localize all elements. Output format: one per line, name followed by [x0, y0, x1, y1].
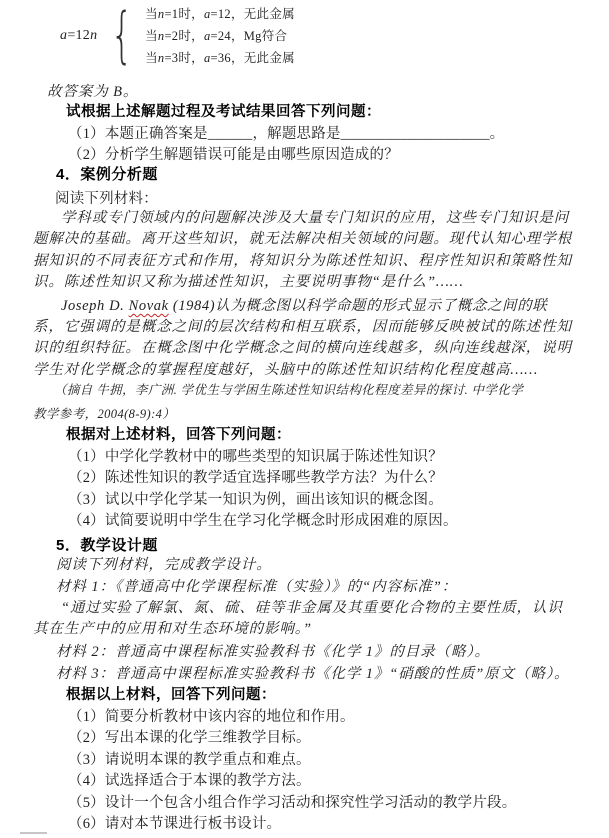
text-line: 学科或专门领域内的问题解决涉及大量专门知识的应用，这些专门知识是问 [61, 210, 570, 226]
text-line: 据知识的不同表征方式和作用，将知识分为陈述性知识、程序性知识和策略性知 [33, 252, 572, 269]
novak-line-after: (1984)认为概念图以科学命题的形式显示了概念之间的联 [168, 298, 548, 314]
section5-heading: 5．教学设计题 [56, 537, 158, 554]
text-line: （5）设计一个包含小组合作学习活动和探究性学习活动的教学片段。 [68, 794, 517, 811]
text-line: （1）中学化学教材中的哪些类型的知识属于陈述性知识？ [68, 449, 443, 465]
text-line: 学生对化学概念的掌握程度越好，头脑中的陈述性知识结构化程度越高…… [33, 361, 538, 378]
formula-cases [145, 3, 295, 69]
text-line: “通过实验了解氯、氮、硫、硅等非金属及其重要化合物的主要性质，认识 [61, 600, 563, 616]
text-line: （6）请对本节课进行板书设计。 [68, 816, 282, 833]
page-edge-mark [20, 832, 47, 834]
answer-statement: 故答案为 B。 [47, 84, 139, 100]
section4-heading: 4．案例分析题 [56, 166, 158, 183]
text-line: （2）陈述性知识的教学适宜选择哪些教学方法？为什么？ [68, 470, 443, 487]
novak-line-before: Joseph D. [61, 298, 129, 314]
section5-read-prompt: 阅读下列材料，完成教学设计。 [56, 557, 272, 573]
question3-items [68, 124, 609, 167]
section4-items [68, 447, 609, 533]
left-brace-glyph: { [111, 0, 134, 71]
text-line: （1）本题正确答案是______，解题思路是____________________。 [68, 126, 505, 142]
citation [33, 379, 585, 426]
section5-material3: 材料 3：普通高中课程标准实验教科书《化学 1》“硝酸的性质”原文（略）。 [56, 666, 570, 682]
text-line: （3）试以中学化学某一知识为例，画出该知识的概念图。 [68, 491, 443, 508]
formula-lhs: a=12n [60, 28, 98, 43]
section5-material2: 材料 2：普通高中课程标准实验教科书《化学 1》的目录（略）。 [56, 644, 490, 660]
text-line: 教学参考，2004(8-9):4） [33, 406, 176, 421]
text-line: 题解决的基础。离开这些知识，就无法解决相关领域的问题。现代认知心理学根 [33, 231, 572, 248]
text-line: （3）请说明本课的教学重点和难点。 [68, 751, 311, 768]
section5-qa-intro: 根据以上材料，回答下列问题： [66, 687, 276, 703]
text-line: 其在生产中的应用和对生态环境的影响。” [33, 621, 312, 638]
section4-material-paragraph1 [33, 208, 585, 293]
text-line: （2）分析学生解题错误可能是由哪些原因造成的？ [68, 147, 399, 164]
novak-paragraph-rest [33, 317, 585, 381]
text-line: （1）简要分析教材中该内容的地位和作用。 [68, 709, 355, 725]
novak-misspelled-word: Novak [128, 298, 169, 314]
section5-standard-quote [33, 598, 585, 641]
section5-items [68, 707, 609, 835]
text-line: 识的组织特征。在概念图中化学概念之间的横向连线越多，纵向连线越深，说明 [33, 340, 572, 357]
text-line: 当n=2时，a=24，Mg符合 [145, 29, 288, 43]
question3-intro: 试根据上述解题过程及考试结果回答下列问题： [66, 104, 381, 120]
text-line: 当n=3时，a=36，无此金属 [145, 51, 295, 65]
novak-paragraph-first-line [33, 296, 547, 317]
text-line: 识。陈述性知识又称为描述性知识，主要说明事物“是什么”…… [33, 273, 464, 290]
section4-qa-intro: 根据对上述材料，回答下列问题： [66, 427, 291, 443]
text-line: 当n=1时，a=12，无此金属 [145, 7, 295, 21]
text-line: （4）试简要说明中学生在学习化学概念时形成困难的原因。 [68, 513, 458, 530]
section5-material1: 材料 1：《普通高中化学课程标准（实验）》的“内容标准”： [56, 579, 458, 595]
text-line: （4）试选择适合于本课的教学方法。 [68, 773, 311, 790]
text-line: （摘自 牛拥，李广洲. 学优生与学困生陈述性知识结构化程度差异的探讨. 中学化学 [54, 383, 524, 397]
section4-read-prompt: 阅读下列材料： [55, 191, 158, 207]
text-line: （2）写出本课的化学三维教学目标。 [68, 730, 311, 747]
solution-formula [60, 2, 295, 70]
text-line: 系，它强调的是概念之间的层次结构和相互联系，因而能够反映被试的陈述性知 [33, 319, 572, 335]
